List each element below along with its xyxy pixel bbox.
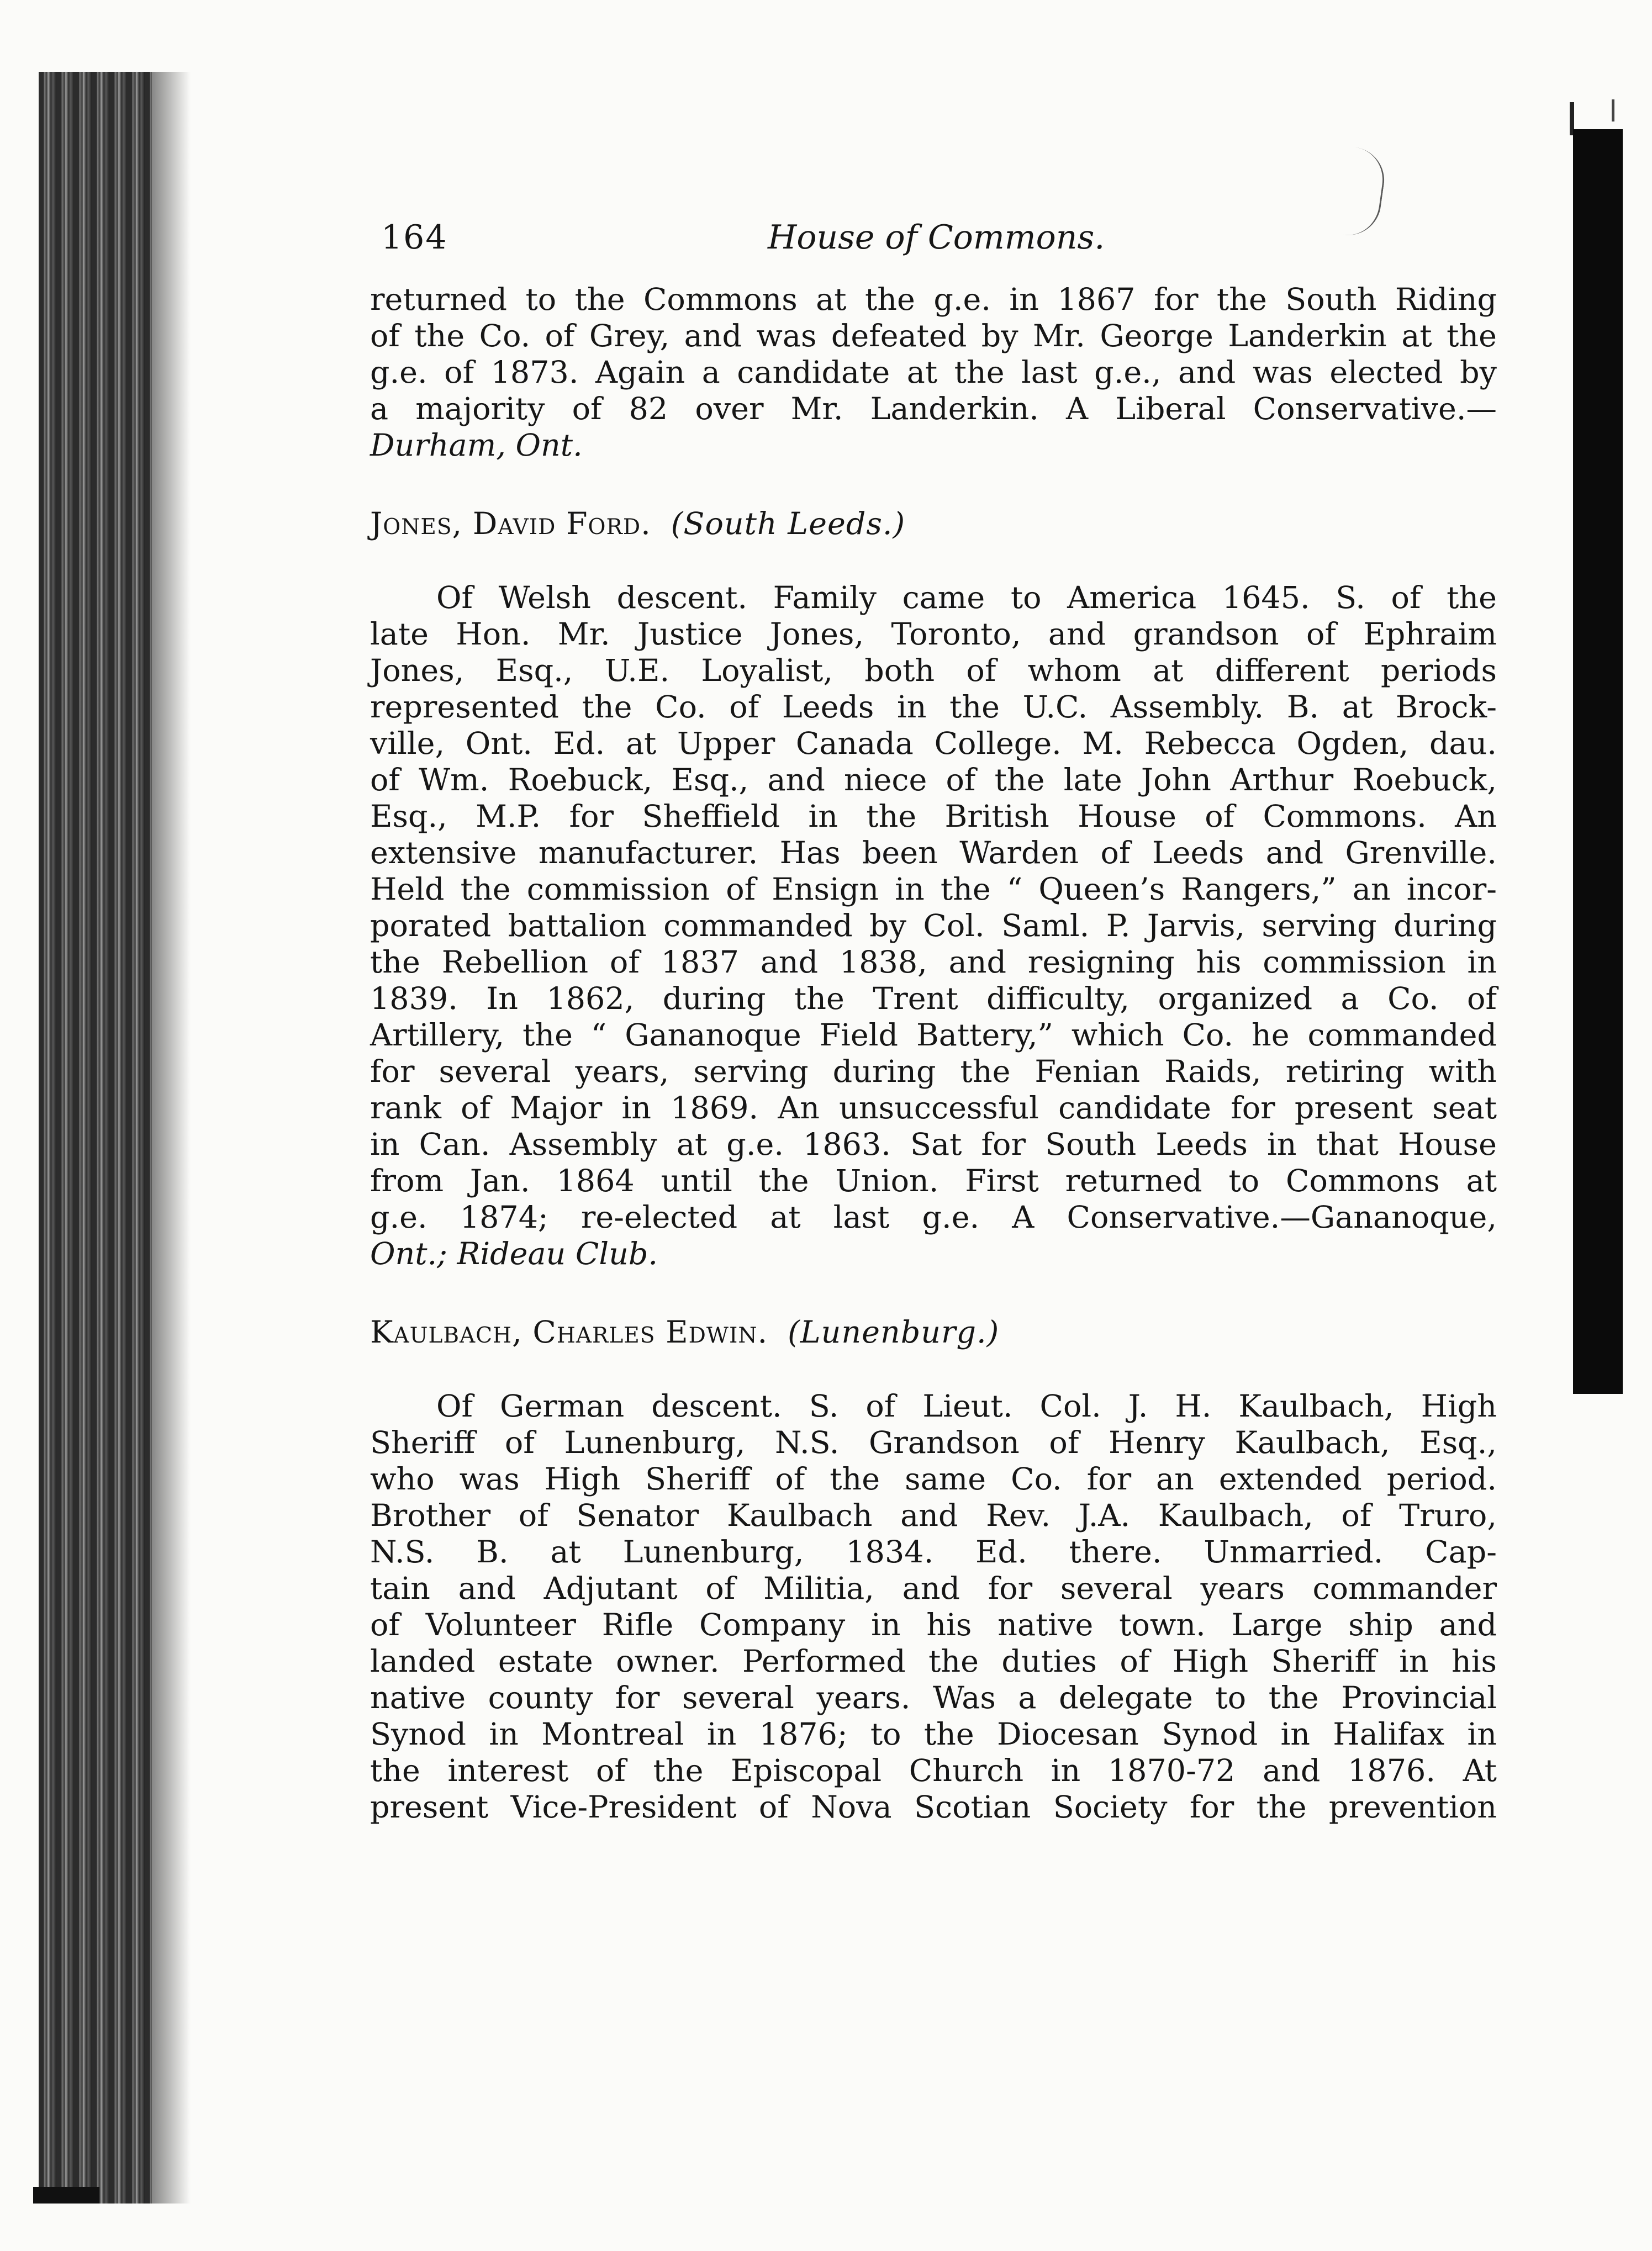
text-line: Durham, Ont. bbox=[370, 427, 583, 463]
text-line: the interest of the Episcopal Church in 1870-72 and 1876. At bbox=[370, 1753, 1497, 1789]
text-line: 1839. In 1862, during the Trent difficulty, organized a Co. of bbox=[370, 981, 1497, 1017]
page-body bbox=[370, 282, 1497, 1826]
text-line: who was High Sheriff of the same Co. for an extended period. bbox=[370, 1461, 1497, 1497]
binding-corner bbox=[33, 2187, 99, 2204]
right-edge-bar bbox=[1573, 129, 1623, 1394]
text-line: Brother of Senator Kaulbach and Rev. J.A. Kaulbach, of Truro, bbox=[370, 1498, 1497, 1534]
text-line: of Wm. Roebuck, Esq., and niece of the late John Arthur Roebuck, bbox=[370, 762, 1497, 798]
text-line: returned to the Commons at the g.e. in 1867 for the South Riding bbox=[370, 282, 1497, 318]
entry-kaulbach bbox=[370, 1314, 1497, 1826]
text-line: g.e. of 1873. Again a candidate at the last g.e., and was elected by bbox=[370, 355, 1497, 390]
text-line: extensive manufacturer. Has been Warden of Leeds and Grenville. bbox=[370, 835, 1497, 871]
text-line: Jones, Esq., U.E. Loyalist, both of whom at different periods bbox=[370, 653, 1497, 689]
page-header bbox=[381, 218, 1491, 268]
book-binding-edge bbox=[39, 72, 152, 2204]
text-line: Esq., M.P. for Sheffield in the British House of Commons. An bbox=[370, 799, 1497, 834]
text-line: from Jan. 1864 until the Union. First returned to Commons at bbox=[370, 1163, 1497, 1199]
text-line: Sheriff of Lunenburg, N.S. Grandson of Henry Kaulbach, Esq., bbox=[370, 1425, 1497, 1461]
entry-continuation bbox=[370, 282, 1497, 464]
text-line: g.e. 1874; re-elected at last g.e. A Conservative.—Gananoque, bbox=[370, 1200, 1497, 1235]
text-line: of Volunteer Rifle Company in his native town. Large ship and bbox=[370, 1607, 1497, 1643]
text-line: landed estate owner. Performed the duties of High Sheriff in his bbox=[370, 1644, 1497, 1679]
text-line: for several years, serving during the Fenian Raids, retiring with bbox=[370, 1054, 1497, 1090]
text-line: native county for several years. Was a delegate to the Provincial bbox=[370, 1680, 1497, 1716]
text-line: in Can. Assembly at g.e. 1863. Sat for South Leeds in that House bbox=[370, 1127, 1497, 1163]
entry-jones bbox=[370, 506, 1497, 1272]
scan-mark bbox=[1612, 99, 1614, 121]
text-line: the Rebellion of 1837 and 1838, and resigning his commission in bbox=[370, 944, 1497, 980]
text-line: present Vice-President of Nova Scotian Society for the prevention bbox=[370, 1789, 1497, 1825]
text-line: a majority of 82 over Mr. Landerkin. A Liberal Conservative.— bbox=[370, 391, 1497, 427]
text-line: Held the commission of Ensign in the “ Queen’s Rangers,” an incor- bbox=[370, 871, 1497, 907]
text-line: tain and Adjutant of Militia, and for several years commander bbox=[370, 1571, 1497, 1607]
text-line: porated battalion commanded by Col. Saml. P. Jarvis, serving during bbox=[370, 908, 1497, 944]
text-line: Artillery, the “ Gananoque Field Battery,” which Co. he commanded bbox=[370, 1017, 1497, 1053]
text-line: of the Co. of Grey, and was defeated by Mr. George Landerkin at the bbox=[370, 318, 1497, 354]
page-number: 164 bbox=[381, 218, 448, 257]
running-head: House of Commons. bbox=[768, 218, 1105, 257]
text-line: Ont.; Rideau Club. bbox=[370, 1236, 658, 1272]
text-line: Synod in Montreal in 1876; to the Diocesan Synod in Halifax in bbox=[370, 1716, 1497, 1752]
text-line: represented the Co. of Leeds in the U.C. Assembly. B. at Brock- bbox=[370, 689, 1497, 725]
entry-heading bbox=[370, 1314, 1497, 1351]
text-line: late Hon. Mr. Justice Jones, Toronto, and grandson of Ephraim bbox=[370, 616, 1497, 652]
text-line: N.S. B. at Lunenburg, 1834. Ed. there. Unmarried. Cap- bbox=[370, 1534, 1497, 1570]
riding-name: (Lunenburg.) bbox=[788, 1314, 1000, 1350]
text-line: Of Welsh descent. Family came to America 1645. S. of the bbox=[436, 580, 1497, 616]
riding-name: (South Leeds.) bbox=[671, 506, 906, 542]
member-name: Kaulbach, Charles Edwin. bbox=[370, 1314, 768, 1350]
text-line: Of German descent. S. of Lieut. Col. J. H. Kaulbach, High bbox=[436, 1388, 1497, 1424]
text-line: rank of Major in 1869. An unsuccessful candidate for present seat bbox=[370, 1090, 1497, 1126]
entry-heading bbox=[370, 506, 1497, 542]
member-name: Jones, David Ford. bbox=[370, 506, 651, 542]
binding-shadow bbox=[152, 72, 191, 2204]
text-line: ville, Ont. Ed. at Upper Canada College. M. Rebecca Ogden, dau. bbox=[370, 726, 1497, 762]
